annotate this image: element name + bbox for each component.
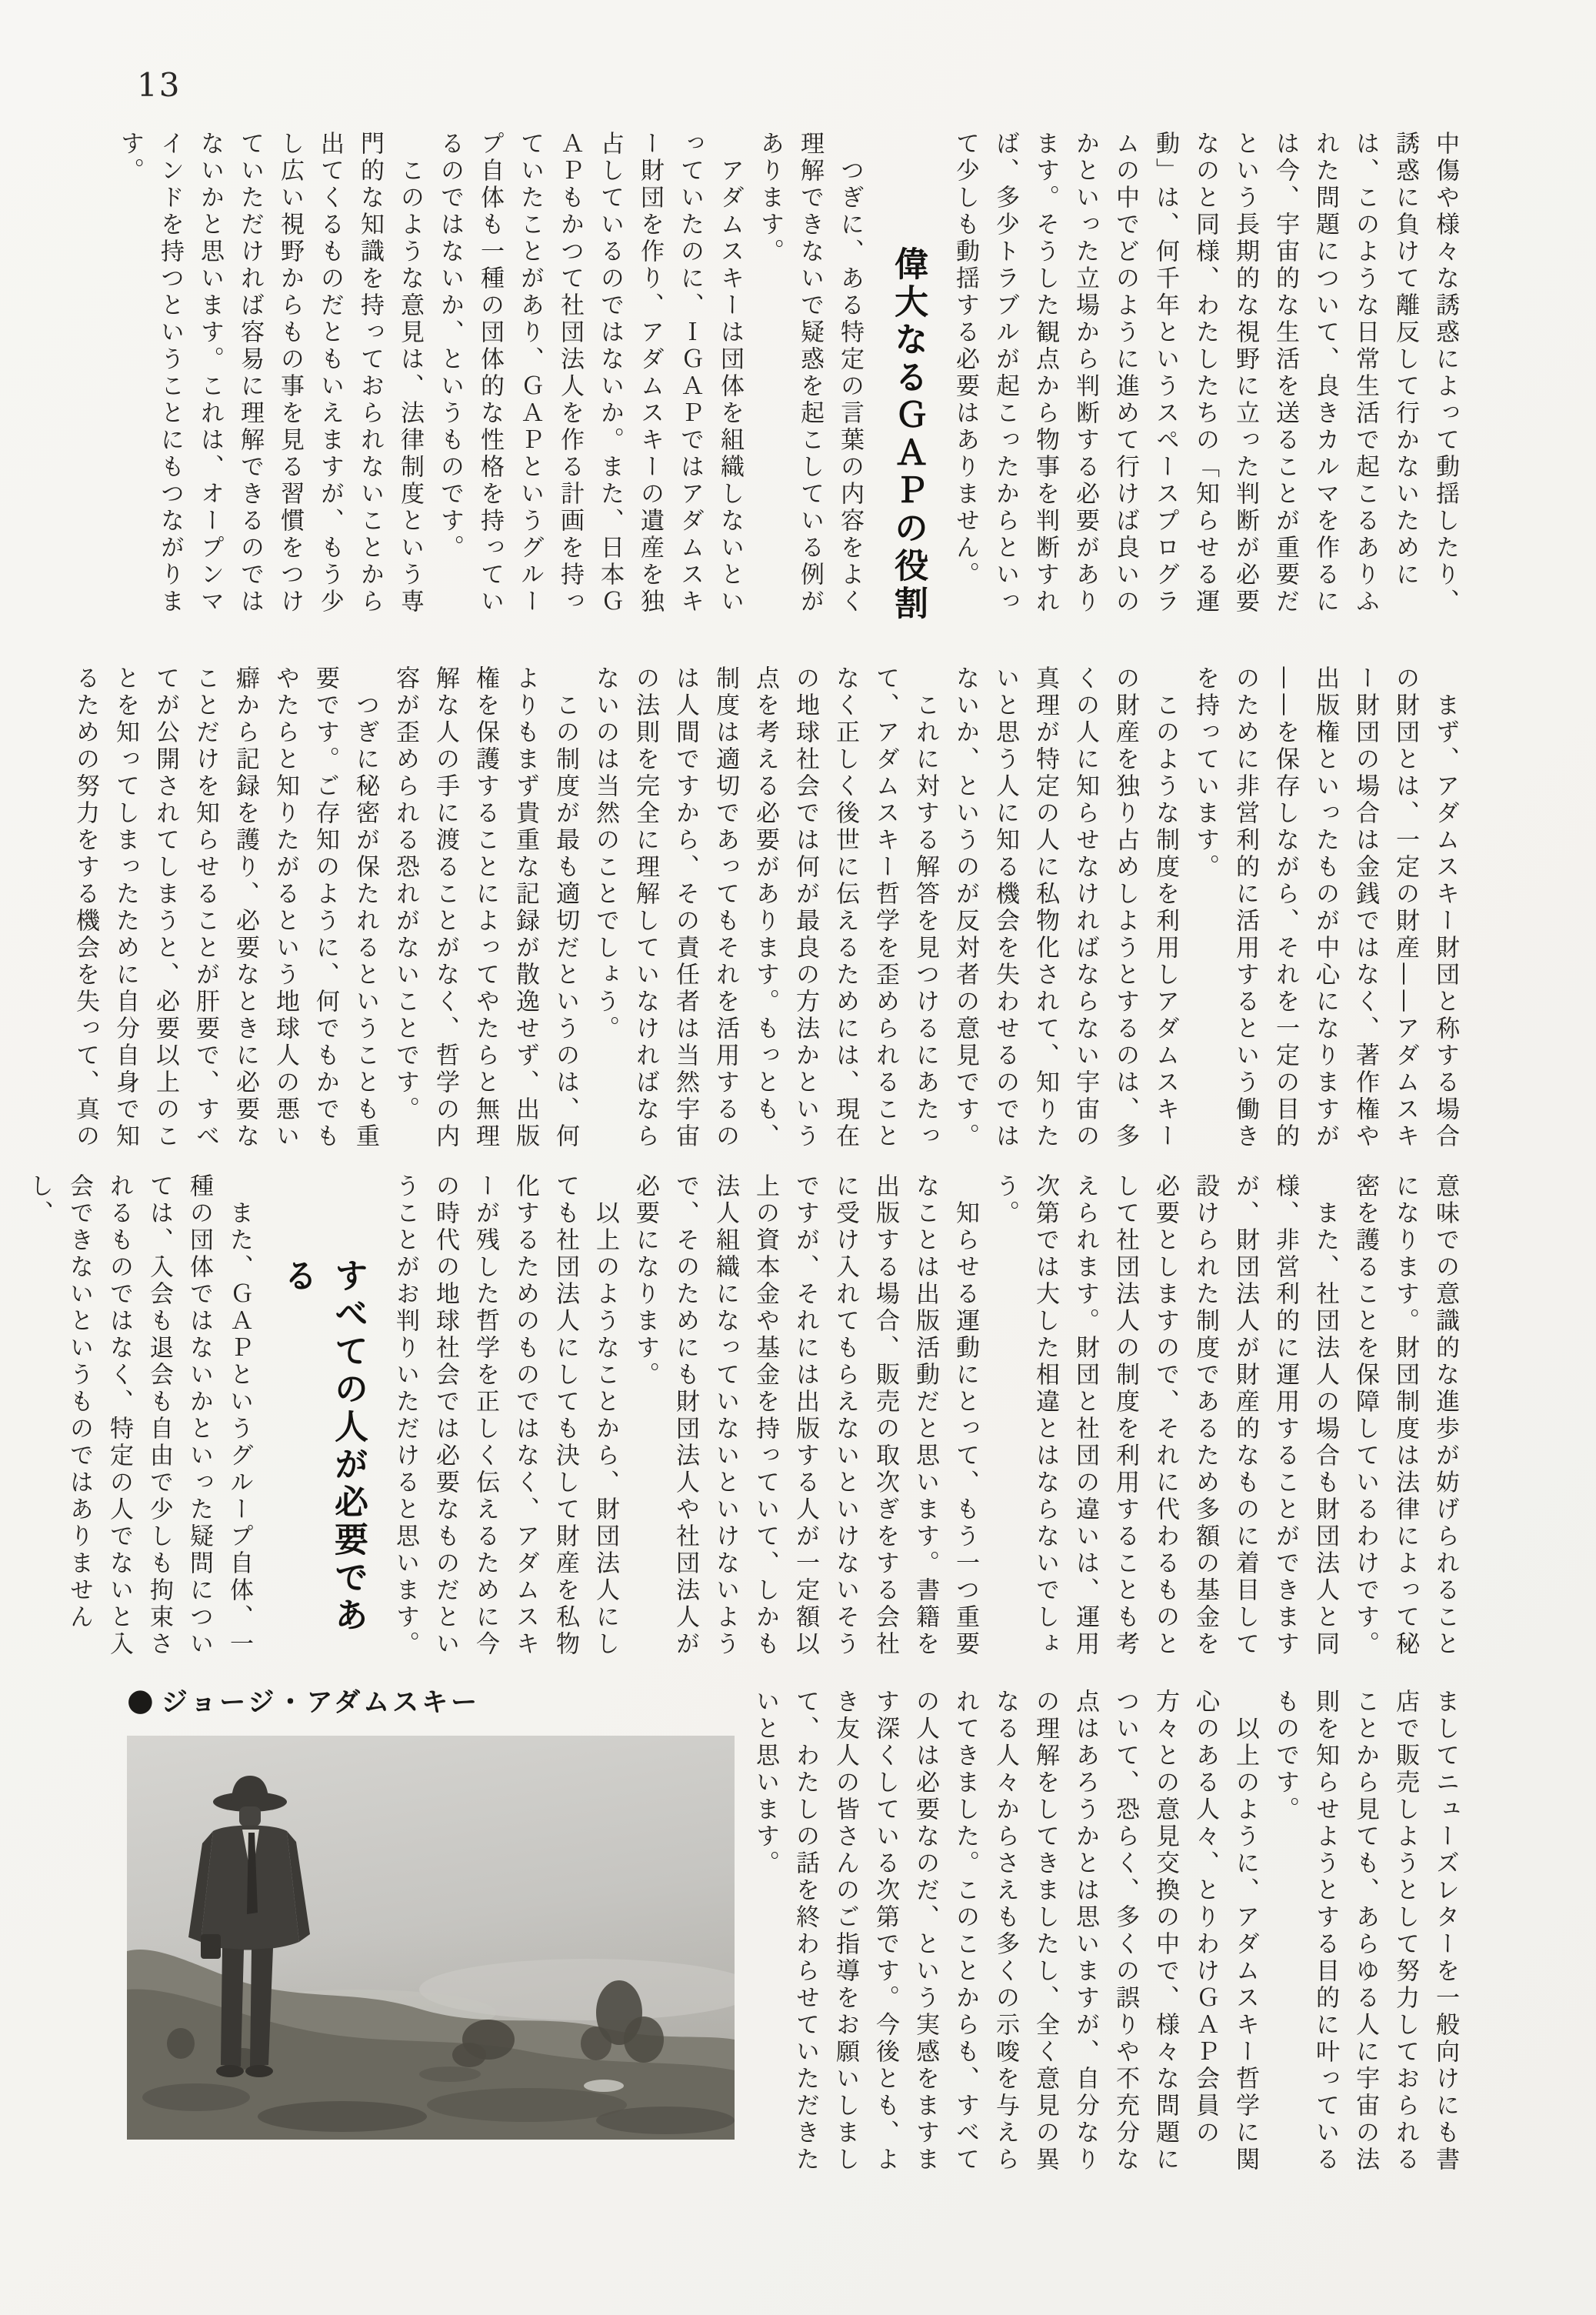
paragraph: 中傷や様々な誘惑によって動揺したり、誘惑に負けて離反して行かないためには、このような日常生活で起こるありふれた問題について、良きカルマを作るには今、宇宙的な生活を送ることが重要だという長期的な視野に立った判断が必要なのと同様、わたしたちの「知らせる運動」は、何千年というスペースプログラムの中でどのように進めて行けば良いのかといった立場から判断する必要があります。そうした観点から物事を判断すれば、多少トラブルが起こったからといって少しも動揺する必要はありません。 — [951, 131, 1459, 615]
paragraph: これに対する解答を見つけるにあたって、アダムスキー哲学を歪められることなく正しく後世に伝えるためには、現在の地球社会では何が最良の方法かという点を考える必要があります。もっとも、制度は適切であってもそれを活用するのは人間ですから、その責任者は当然宇宙の法則を完全に理解していなければならないのは当然のことでしょう。 — [591, 665, 939, 1150]
paragraph: このような意見は、法律制度という専門的な知識を持っておられないことから出てくるものだともいえますが、もう少し広い視野からもの事を見る習慣をつけていただければ容易に理解できるのではないかと思います。これは、オープンマインドを持つということにもつながります。 — [116, 131, 424, 615]
photo-caption-label: ジョージ・アダムスキー — [161, 1687, 481, 1718]
paragraph: つぎに、ある特定の言葉の内容をよく理解できないで疑惑を起こしている例があります。 — [756, 131, 864, 615]
photo-caption — [127, 1681, 735, 1719]
paragraph: 以上のように、アダムスキー哲学に関心のある人々、とりわけＧＡＰ会員の方々との意見交換の中で、様々な問題について、恐らく、多くの誤りや不充分な点はあろうかとは思いますが、自分なりの理解をしてきましたし、全く意見の異なる人々からさえも多くの示唆を与えられてきました。このことからも、すべての人は必要なのだ、という実感をますます深くしている次第です。今後とも、よき友人の皆さんのご指導をお願いしまして、わたしの話を終わらせていただきたいと思います。 — [751, 1689, 1259, 2173]
paragraph: つぎに秘密が保たれるということも重要です。ご存知のように、何でもかでもやたらと知りたがるという地球人の悪い癖から記録を護り、必要なときに必要なことだけを知らせることが肝要で、すべてが公開されてしまうと、必要以上のことを知ってしまったために自分自身で知るための努力をする機会を失って、真の — [72, 665, 379, 1150]
page-number: 13 — [137, 66, 182, 104]
photo-george-adamski — [127, 1736, 735, 2140]
text-band-2 — [65, 665, 1465, 1158]
text-band-1 — [110, 131, 1465, 629]
section-heading: すべての人が必要である — [278, 1258, 368, 1635]
paragraph: 以上のようなことから、財団法人にしても社団法人にしても決して財産を私物化するためのものではなく、アダムスキーが残した哲学を正しく伝えるために今の時代の地球社会では必要なものだということがお判りいただけると思います。 — [392, 1173, 619, 1658]
paragraph: アダムスキーは団体を組織しないといっていたのに、ＩＧＡＰではアダムスキー財団を作り、アダムスキーの遺産を独占しているのではないか。また、日本ＧＡＰもかつて社団法人を作る計画を持っていたことがあり、ＧＡＰというグループ自体も一種の団体的な性格を持っているのではないか、というものです。 — [436, 131, 744, 615]
paragraph: まず、アダムスキー財団と称する場合の財団とは、一定の財産——アダムスキー財団の場合は金銭ではなく、著作権や出版権といったものが中心になりますが——を保存しながら、それを一定の目的のために非営利的に活用するという働きを持っています。 — [1191, 665, 1459, 1150]
paragraph: また、ＧＡＰというグループ自体、一種の団体ではないかといった疑問については、入会も退会も自由で少しも拘束されるものではなく、特定の人でないと入会できないというものではありませんし、 — [25, 1173, 253, 1658]
paragraph: 知らせる運動にとって、もう一つ重要なことは出版活動だと思います。書籍を出版する場合、販売の取次ぎをする会社に受け入れてもらえないといけないそうですが、それには出版する人が一定額以上の資本金や基金を持っていて、しかも法人組織になっていないといけないようで、そのためにも財団法人や社団法人が必要になります。 — [631, 1173, 979, 1658]
paragraph: また、社団法人の場合も財団法人と同様、非営利的に運用することができますが、財団法人が財産的なものに着目して設けられた制度であるため多額の基金を必要としますので、それに代わるものとして社団法人の制度を利用することも考えられます。財団と社団の違いは、運用次第では大した相違とはならないでしょう。 — [991, 1173, 1339, 1658]
paragraph: 意味での意識的な進歩が妨げられることになります。財団制度は法律によって秘密を護ることを保障しているわけです。 — [1351, 1173, 1459, 1658]
section-heading: 偉大なるＧＡＰの役割 — [888, 246, 928, 623]
bullet-icon: ● — [127, 1682, 157, 1718]
paragraph: このような制度を利用しアダムスキーの財産を独り占めしようとするのは、多くの人に知らせなければならない宇宙の真理が特定の人に私物化されて、知りたいと思う人に知る機会を失わせるのではないか、というのが反対者の意見です。 — [951, 665, 1179, 1150]
text-band-3 — [19, 1173, 1465, 1666]
paragraph: この制度が最も適切だというのは、何よりもまず貴重な記録が散逸せず、出版権を保護することによってやたらと無理解な人の手に渡ることがなく、哲学の内容が歪められる恐れがないことです。 — [392, 665, 579, 1150]
text-band-4 — [745, 1689, 1465, 2181]
paragraph: ましてニューズレターを一般向けにも書店で販売しようとして努力しておられることから見ても、あらゆる人に宇宙の法則を知らせようとする目的に叶っているものです。 — [1271, 1689, 1459, 2173]
photo-figure — [127, 1681, 735, 2140]
